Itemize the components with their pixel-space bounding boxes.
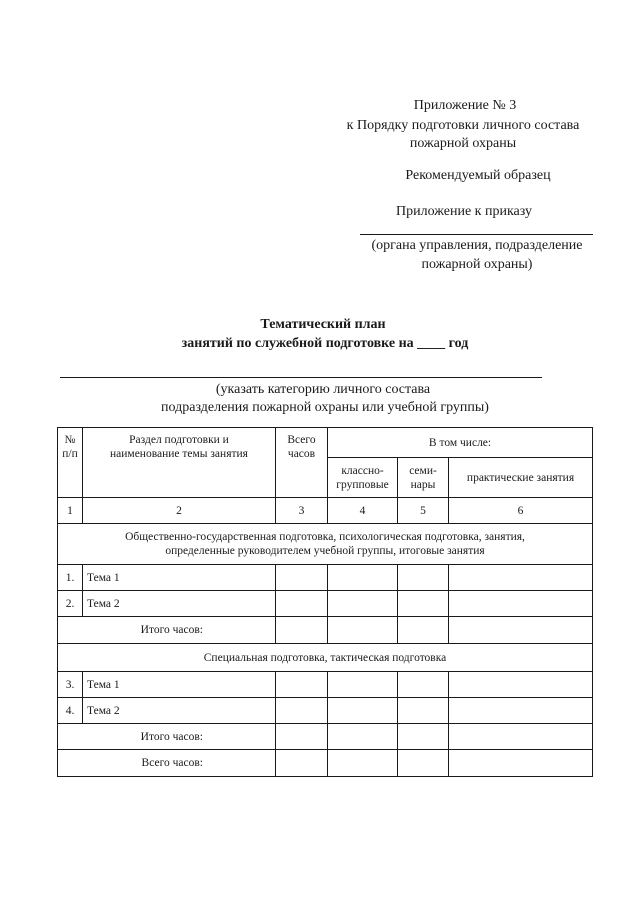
cell-total <box>276 591 328 617</box>
row-number: 3. <box>58 672 83 698</box>
cell-practical <box>449 672 593 698</box>
cell-class-group <box>328 724 398 750</box>
section2-title: Специальная подготовка, тактическая подготовка <box>58 644 593 672</box>
table-row <box>58 672 593 698</box>
grand-total-row <box>58 750 593 777</box>
header-class-group <box>328 458 398 498</box>
header-section <box>83 428 276 498</box>
col-number-2: 2 <box>83 498 276 524</box>
header-section-line2: наименование темы занятия <box>110 448 248 460</box>
section2-title-row <box>58 644 593 672</box>
header-sem-line2: нары <box>410 478 436 491</box>
cell-total <box>276 750 328 777</box>
table-row <box>58 591 593 617</box>
cell-seminars <box>398 672 449 698</box>
col-number-5: 5 <box>398 498 449 524</box>
cell-seminars <box>398 591 449 617</box>
recommended-sample: Рекомендуемый образец <box>405 168 551 183</box>
category-fill-line <box>60 377 542 378</box>
header-including: В том числе: <box>328 428 593 458</box>
appendix-number: Приложение № 3 <box>413 98 517 113</box>
org-line2: пожарной охраны) <box>421 257 533 272</box>
thematic-plan-table <box>57 427 593 777</box>
header-total-line1: Всего <box>287 434 316 446</box>
column-number-row <box>58 498 593 524</box>
header-sem-line1: семи- <box>409 464 437 477</box>
row-number: 1. <box>58 565 83 591</box>
category-note-line2: подразделения пожарной охраны или учебной группы) <box>161 400 489 415</box>
header-number <box>58 428 83 498</box>
table-row <box>58 565 593 591</box>
header-number-line2: п/п <box>62 448 78 460</box>
header-class-line2: групповые <box>336 478 389 491</box>
category-note-line1: (указать категорию личного состава <box>215 382 431 397</box>
cell-seminars <box>398 698 449 724</box>
cell-total <box>276 698 328 724</box>
col-number-3: 3 <box>276 498 328 524</box>
section1-title-line1: Общественно-государственная подготовка, психологическая подготовка, занятия, <box>125 531 525 543</box>
cell-practical <box>449 750 593 777</box>
section2-subtotal-label: Итого часов: <box>58 724 276 750</box>
appendix-to-line2: пожарной охраны <box>409 136 517 151</box>
row-topic: Тема 2 <box>83 698 276 724</box>
plan-title-line2: занятий по служебной подготовке на ____ год <box>181 336 469 351</box>
section2-subtotal-row <box>58 724 593 750</box>
table-row <box>58 698 593 724</box>
row-topic: Тема 2 <box>83 591 276 617</box>
header-total-line2: часов <box>287 448 316 460</box>
grand-total-label: Всего часов: <box>58 750 276 777</box>
section1-subtotal-row <box>58 617 593 644</box>
cell-practical <box>449 724 593 750</box>
row-topic: Тема 1 <box>83 672 276 698</box>
header-class-line1: классно- <box>341 464 384 477</box>
cell-seminars <box>398 724 449 750</box>
header-section-line1: Раздел подготовки и <box>129 434 229 446</box>
section1-title-row <box>58 524 593 565</box>
table-header-row <box>58 428 593 458</box>
order-appendix: Приложение к приказу <box>396 204 532 219</box>
cell-seminars <box>398 750 449 777</box>
cell-seminars <box>398 565 449 591</box>
plan-title-line1: Тематический план <box>260 317 386 332</box>
col-number-6: 6 <box>449 498 593 524</box>
header-number-line1: № <box>64 434 76 446</box>
header-practical: практические занятия <box>449 458 593 498</box>
cell-total <box>276 617 328 644</box>
appendix-to-line1: к Порядку подготовки личного состава <box>346 118 580 133</box>
org-line1: (органа управления, подразделение <box>371 238 583 253</box>
cell-practical <box>449 591 593 617</box>
header-total-hours <box>276 428 328 498</box>
cell-class-group <box>328 750 398 777</box>
col-number-1: 1 <box>58 498 83 524</box>
cell-practical <box>449 565 593 591</box>
row-number: 4. <box>58 698 83 724</box>
cell-class-group <box>328 672 398 698</box>
cell-practical <box>449 617 593 644</box>
cell-class-group <box>328 617 398 644</box>
cell-seminars <box>398 617 449 644</box>
cell-total <box>276 565 328 591</box>
cell-class-group <box>328 565 398 591</box>
cell-class-group <box>328 698 398 724</box>
row-number: 2. <box>58 591 83 617</box>
section1-title-line2: определенные руководителем учебной группы, итоговые занятия <box>165 545 485 557</box>
header-seminars <box>398 458 449 498</box>
cell-practical <box>449 698 593 724</box>
cell-class-group <box>328 591 398 617</box>
row-topic: Тема 1 <box>83 565 276 591</box>
section1-title <box>58 524 593 565</box>
cell-total <box>276 672 328 698</box>
cell-total <box>276 724 328 750</box>
col-number-4: 4 <box>328 498 398 524</box>
order-signature-line <box>360 234 593 235</box>
section1-subtotal-label: Итого часов: <box>58 617 276 644</box>
